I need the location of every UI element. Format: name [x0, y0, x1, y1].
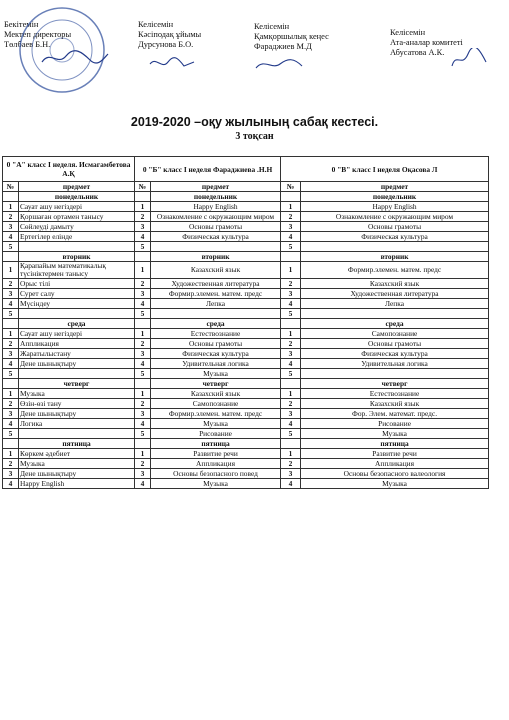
lesson-subject: Формир.элемен. матем. предс — [301, 262, 489, 279]
lesson-subject: Ознакомление с окружающим миром — [301, 212, 489, 222]
lesson-subject: Естествознание — [301, 389, 489, 399]
lesson-number: 2 — [3, 399, 19, 409]
lesson-number: 1 — [281, 262, 301, 279]
lesson-subject: Happy English — [19, 479, 135, 489]
day-name: среда — [19, 319, 135, 329]
lesson-subject — [301, 369, 489, 379]
class-b-header: 0 "Б" класс I неделя Фараджиева .Н.Н — [135, 157, 281, 182]
lesson-subject — [301, 242, 489, 252]
day-cell-empty — [281, 319, 301, 329]
day-row — [3, 192, 489, 202]
table-row — [3, 369, 489, 379]
day-cell-empty — [3, 252, 19, 262]
lesson-number: 4 — [281, 419, 301, 429]
schedule-table — [2, 156, 489, 489]
lesson-number: 1 — [135, 389, 151, 399]
lesson-subject: Лепка — [301, 299, 489, 309]
approval-title: Келісемін — [254, 22, 290, 31]
day-name: четверг — [19, 379, 135, 389]
lesson-subject — [19, 369, 135, 379]
approval-name: Фараджиев М.Д — [254, 42, 312, 51]
lesson-subject: Аппликация — [301, 459, 489, 469]
day-name: среда — [301, 319, 489, 329]
lesson-number: 2 — [281, 212, 301, 222]
lesson-subject: Казахский язык — [151, 389, 281, 399]
lesson-number: 5 — [281, 242, 301, 252]
lesson-number: 5 — [281, 429, 301, 439]
lesson-subject: Happy English — [151, 202, 281, 212]
lesson-number: 3 — [135, 409, 151, 419]
lesson-number: 2 — [135, 279, 151, 289]
lesson-subject: Казахский язык — [301, 279, 489, 289]
table-row — [3, 429, 489, 439]
lesson-number: 3 — [135, 469, 151, 479]
lesson-subject: Қарапайым математикалық түсініктермен танысу — [19, 262, 135, 279]
table-row — [3, 469, 489, 479]
day-cell-empty — [135, 252, 151, 262]
lesson-number: 3 — [3, 349, 19, 359]
lesson-number: 1 — [281, 389, 301, 399]
lesson-number: 2 — [135, 399, 151, 409]
approval-trustees — [254, 22, 329, 52]
class-c-header: 0 "В" класс I неделя Оқасова Л — [281, 157, 489, 182]
lesson-subject: Музыка — [151, 479, 281, 489]
lesson-subject: Самопознание — [301, 329, 489, 339]
lesson-number: 4 — [135, 419, 151, 429]
lesson-subject: Рисование — [301, 419, 489, 429]
lesson-number: 3 — [3, 222, 19, 232]
num-header: № — [281, 182, 301, 192]
day-name: пятница — [151, 439, 281, 449]
signature-director — [40, 48, 110, 68]
table-row — [3, 202, 489, 212]
lesson-number: 2 — [135, 212, 151, 222]
table-row — [3, 329, 489, 339]
table-row — [3, 389, 489, 399]
lesson-subject: Художественная литература — [301, 289, 489, 299]
lesson-number: 5 — [135, 242, 151, 252]
lesson-subject: Музыка — [301, 429, 489, 439]
subject-header: предмет — [19, 182, 135, 192]
day-cell-empty — [281, 379, 301, 389]
table-row — [3, 449, 489, 459]
table-row — [3, 309, 489, 319]
approval-title: Келісемін — [138, 20, 174, 29]
lesson-number: 3 — [3, 289, 19, 299]
approval-title: Келісемін — [390, 28, 426, 37]
lesson-subject: Развитие речи — [301, 449, 489, 459]
lesson-number: 2 — [135, 339, 151, 349]
day-name: вторник — [151, 252, 281, 262]
lesson-subject — [19, 242, 135, 252]
lesson-subject: Физическая культура — [301, 232, 489, 242]
table-row — [3, 349, 489, 359]
lesson-number: 3 — [281, 409, 301, 419]
lesson-number: 2 — [281, 279, 301, 289]
lesson-number: 1 — [3, 329, 19, 339]
lesson-subject: Дене шынықтыру — [19, 359, 135, 369]
lesson-number: 5 — [3, 369, 19, 379]
day-cell-empty — [281, 439, 301, 449]
lesson-number: 4 — [135, 299, 151, 309]
day-cell-empty — [3, 192, 19, 202]
lesson-number: 3 — [281, 349, 301, 359]
day-name: среда — [151, 319, 281, 329]
day-cell-empty — [3, 439, 19, 449]
table-row — [3, 232, 489, 242]
day-name: вторник — [19, 252, 135, 262]
lesson-number: 3 — [3, 469, 19, 479]
lesson-number: 4 — [3, 232, 19, 242]
lesson-subject: Музыка — [19, 389, 135, 399]
approval-union — [138, 20, 201, 50]
approval-role: Мектеп директоры — [4, 30, 72, 39]
approval-role: Кәсіподақ ұйымы — [138, 30, 202, 39]
day-name: пятница — [301, 439, 489, 449]
lesson-number: 5 — [135, 429, 151, 439]
day-row — [3, 252, 489, 262]
lesson-subject: Музыка — [19, 459, 135, 469]
day-row — [3, 379, 489, 389]
lesson-number: 4 — [281, 299, 301, 309]
lesson-number: 3 — [135, 222, 151, 232]
lesson-subject: Аппликация — [151, 459, 281, 469]
lesson-subject: Мүсіндеу — [19, 299, 135, 309]
day-name: пятница — [19, 439, 135, 449]
lesson-number: 2 — [3, 279, 19, 289]
lesson-number: 3 — [281, 222, 301, 232]
lesson-number: 3 — [281, 469, 301, 479]
lesson-number: 3 — [3, 409, 19, 419]
lesson-number: 5 — [135, 309, 151, 319]
subject-header: предмет — [151, 182, 281, 192]
lesson-number: 2 — [281, 339, 301, 349]
class-header-row — [3, 157, 489, 182]
approval-name: Абусатова А.К. — [390, 48, 445, 57]
lesson-number: 5 — [3, 309, 19, 319]
approval-title: Бекітемін — [4, 20, 39, 29]
day-cell-empty — [3, 319, 19, 329]
approval-role: Ата-аналар комитеті — [390, 38, 463, 47]
lesson-number: 5 — [281, 369, 301, 379]
table-row — [3, 399, 489, 409]
lesson-number: 1 — [3, 389, 19, 399]
lesson-number: 1 — [135, 449, 151, 459]
lesson-subject: Дене шынықтыру — [19, 409, 135, 419]
lesson-subject: Сурет салу — [19, 289, 135, 299]
signature-trustees — [254, 56, 304, 74]
lesson-subject: Рисование — [151, 429, 281, 439]
lesson-number: 5 — [135, 369, 151, 379]
day-name: понедельник — [19, 192, 135, 202]
lesson-number: 4 — [281, 479, 301, 489]
lesson-number: 4 — [135, 479, 151, 489]
lesson-number: 1 — [3, 202, 19, 212]
lesson-number: 1 — [135, 202, 151, 212]
table-row — [3, 289, 489, 299]
day-row — [3, 439, 489, 449]
lesson-subject: Happy English — [301, 202, 489, 212]
approval-name: Дурсунова Б.О. — [138, 40, 194, 49]
lesson-subject: Формир.элемен. матем. предс — [151, 289, 281, 299]
lesson-subject: Казахский язык — [151, 262, 281, 279]
day-cell-empty — [135, 319, 151, 329]
lesson-subject — [151, 242, 281, 252]
lesson-subject: Основы безопасного валеология — [301, 469, 489, 479]
lesson-subject — [151, 309, 281, 319]
lesson-subject: Музыка — [151, 369, 281, 379]
lesson-subject: Удивительная логика — [151, 359, 281, 369]
table-row — [3, 409, 489, 419]
subject-header: предмет — [301, 182, 489, 192]
lesson-subject: Физическая культура — [301, 349, 489, 359]
table-row — [3, 359, 489, 369]
day-cell-empty — [135, 192, 151, 202]
day-row — [3, 319, 489, 329]
day-cell-empty — [3, 379, 19, 389]
table-row — [3, 279, 489, 289]
lesson-subject: Сауат ашу негіздері — [19, 329, 135, 339]
lesson-subject: Сауат ашу негіздері — [19, 202, 135, 212]
column-header-row — [3, 182, 489, 192]
lesson-number: 2 — [3, 212, 19, 222]
day-cell-empty — [281, 252, 301, 262]
signature-parents — [450, 48, 490, 70]
lesson-subject: Формир.элемен. матем. предс — [151, 409, 281, 419]
lesson-number: 4 — [3, 359, 19, 369]
num-header: № — [135, 182, 151, 192]
lesson-subject: Сөйлеуді дамыту — [19, 222, 135, 232]
lesson-subject: Удивительная логика — [301, 359, 489, 369]
lesson-subject: Художественная литература — [151, 279, 281, 289]
lesson-subject: Дене шынықтыру — [19, 469, 135, 479]
lesson-subject: Фор. Элем. математ. предс. — [301, 409, 489, 419]
lesson-number: 2 — [3, 339, 19, 349]
lesson-number: 4 — [3, 479, 19, 489]
lesson-subject: Жаратылыстану — [19, 349, 135, 359]
lesson-subject: Қоршаған ортамен танысу — [19, 212, 135, 222]
table-row — [3, 299, 489, 309]
lesson-number: 2 — [135, 459, 151, 469]
lesson-subject: Основы грамоты — [151, 222, 281, 232]
page-title: 2019-2020 –оқу жылының сабақ кестесі. — [130, 115, 379, 129]
lesson-number: 1 — [281, 449, 301, 459]
lesson-subject: Основы грамоты — [301, 339, 489, 349]
lesson-subject: Казахский язык — [301, 399, 489, 409]
table-row — [3, 459, 489, 469]
lesson-subject: Ертегілер елінде — [19, 232, 135, 242]
table-row — [3, 262, 489, 279]
lesson-subject: Логика — [19, 419, 135, 429]
lesson-number: 1 — [135, 329, 151, 339]
lesson-number: 1 — [281, 202, 301, 212]
lesson-number: 3 — [135, 289, 151, 299]
lesson-subject: Лепка — [151, 299, 281, 309]
lesson-number: 1 — [135, 262, 151, 279]
lesson-subject: Музыка — [301, 479, 489, 489]
lesson-number: 4 — [135, 359, 151, 369]
lesson-number: 5 — [3, 429, 19, 439]
class-a-header: 0 "А" класс I неделя. Исмагамбетова А.Қ — [3, 157, 135, 182]
lesson-number: 5 — [281, 309, 301, 319]
lesson-subject: Музыка — [151, 419, 281, 429]
table-row — [3, 222, 489, 232]
lesson-number: 1 — [3, 449, 19, 459]
lesson-number: 3 — [135, 349, 151, 359]
lesson-subject: Көркем әдебиет — [19, 449, 135, 459]
table-row — [3, 479, 489, 489]
lesson-number: 2 — [281, 399, 301, 409]
lesson-subject — [19, 429, 135, 439]
lesson-subject: Физическая культура — [151, 349, 281, 359]
lesson-number: 3 — [281, 289, 301, 299]
lesson-subject: Ознакомление с окружающим миром — [151, 212, 281, 222]
approval-name: Төлбаев Б.Н. — [4, 40, 51, 49]
lesson-subject — [19, 309, 135, 319]
lesson-subject: Естествознание — [151, 329, 281, 339]
lesson-subject: Орыс тілі — [19, 279, 135, 289]
lesson-number: 2 — [281, 459, 301, 469]
lesson-subject: Самопознание — [151, 399, 281, 409]
approval-role: Қамқоршылық кеңес — [254, 32, 329, 41]
table-row — [3, 212, 489, 222]
table-row — [3, 339, 489, 349]
table-row — [3, 419, 489, 429]
lesson-subject: Өзін-өзі тану — [19, 399, 135, 409]
lesson-number: 1 — [3, 262, 19, 279]
day-name: понедельник — [301, 192, 489, 202]
day-cell-empty — [135, 379, 151, 389]
lesson-subject: Физическая культура — [151, 232, 281, 242]
day-name: четверг — [151, 379, 281, 389]
num-header: № — [3, 182, 19, 192]
lesson-subject: Основы грамоты — [301, 222, 489, 232]
day-name: вторник — [301, 252, 489, 262]
lesson-number: 2 — [3, 459, 19, 469]
lesson-subject: Развитие речи — [151, 449, 281, 459]
day-name: четверг — [301, 379, 489, 389]
lesson-subject: Аппликация — [19, 339, 135, 349]
lesson-subject — [301, 309, 489, 319]
lesson-subject: Основы грамоты — [151, 339, 281, 349]
signature-union — [148, 54, 198, 72]
lesson-number: 4 — [281, 359, 301, 369]
lesson-number: 4 — [3, 419, 19, 429]
lesson-number: 4 — [281, 232, 301, 242]
lesson-number: 4 — [3, 299, 19, 309]
lesson-number: 1 — [281, 329, 301, 339]
table-row — [3, 242, 489, 252]
day-cell-empty — [135, 439, 151, 449]
lesson-number: 4 — [135, 232, 151, 242]
day-cell-empty — [281, 192, 301, 202]
quarter-subtitle: 3 тоқсан — [235, 131, 274, 142]
lesson-number: 5 — [3, 242, 19, 252]
day-name: понедельник — [151, 192, 281, 202]
lesson-subject: Основы безопасного повед — [151, 469, 281, 479]
